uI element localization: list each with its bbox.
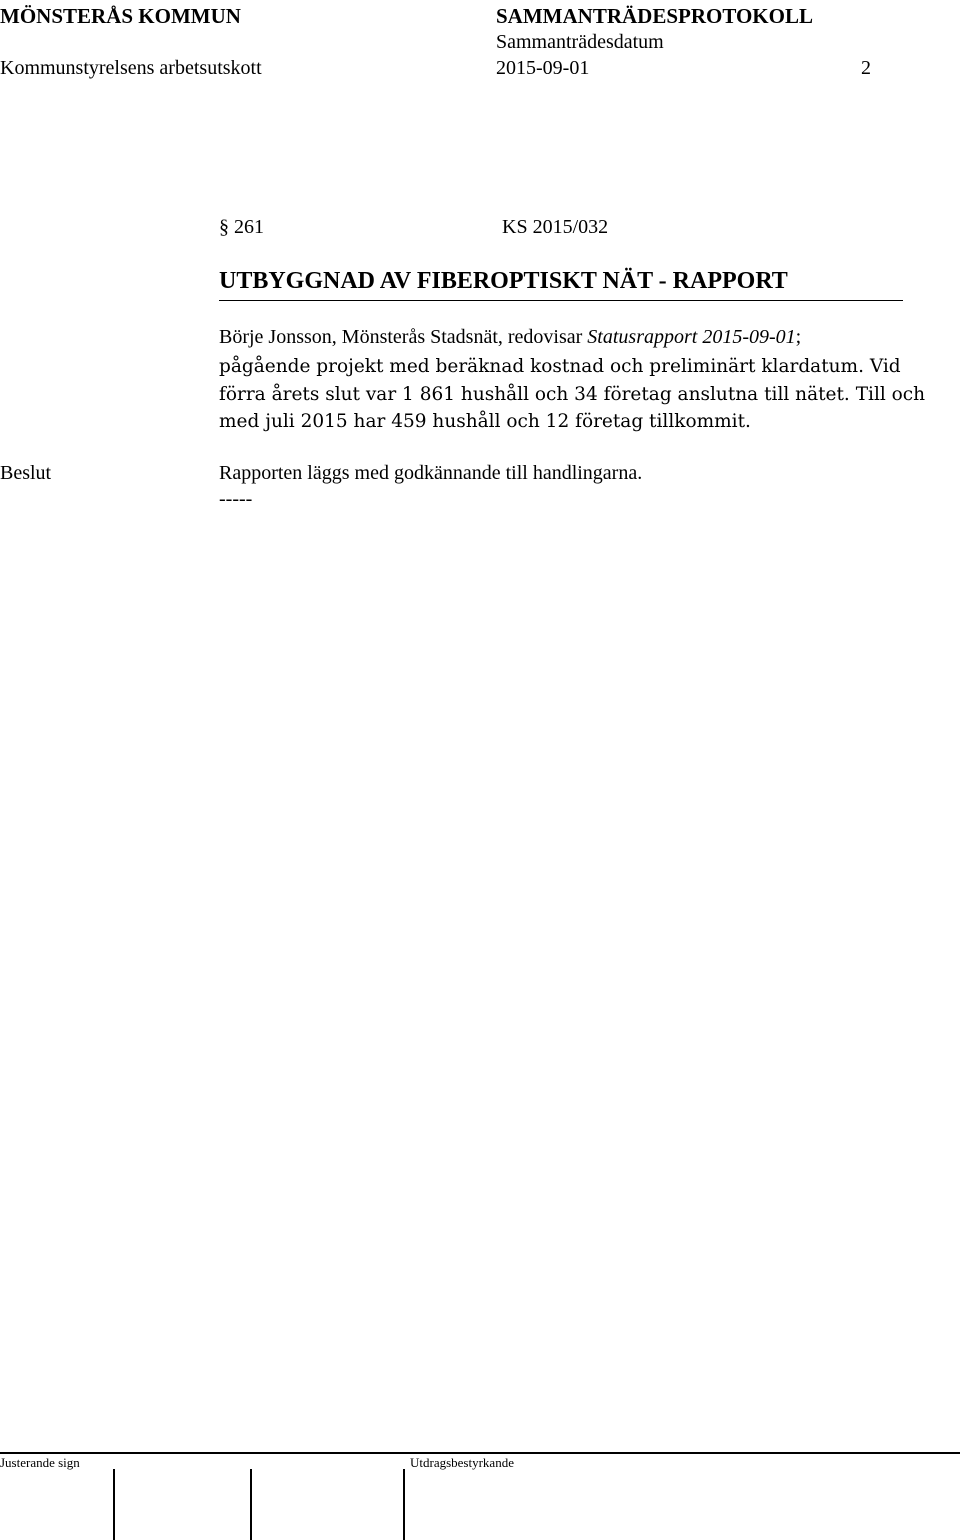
decision-text: Rapporten läggs med godkännande till handlingarna. bbox=[219, 462, 643, 484]
body-line-4: med juli 2015 har 459 hushåll och 12 företag tillkommit. bbox=[219, 411, 751, 432]
protocol-title: SAMMANTRÄDESPROTOKOLL bbox=[496, 4, 813, 28]
decision-label: Beslut bbox=[0, 462, 52, 484]
utdrag-label: Utdragsbestyrkande bbox=[410, 1455, 514, 1470]
date-label: Sammanträdesdatum bbox=[496, 31, 664, 53]
justering-label: Justerande sign bbox=[0, 1455, 80, 1470]
municipality-name: MÖNSTERÅS KOMMUN bbox=[0, 4, 241, 28]
page-number: 2 bbox=[861, 57, 871, 79]
paragraph-symbol: § bbox=[219, 216, 229, 238]
section-title: UTBYGGNAD AV FIBEROPTISKT NÄT - RAPPORT bbox=[219, 268, 788, 294]
section-number: 261 bbox=[234, 216, 264, 238]
footer-rule bbox=[0, 1452, 960, 1454]
committee-name: Kommunstyrelsens arbetsutskott bbox=[0, 57, 262, 79]
decision-separator: ----- bbox=[219, 488, 253, 510]
case-number: KS 2015/032 bbox=[502, 216, 609, 238]
body-line-2: pågående projekt med beräknad kostnad och preliminärt klardatum. Vid bbox=[219, 356, 901, 377]
body-line-1: Börje Jonsson, Mönsterås Stadsnät, redovisar Statusrapport 2015-09-01; bbox=[219, 326, 802, 348]
signature-divider-3 bbox=[403, 1469, 405, 1540]
body-line-3: förra årets slut var 1 861 hushåll och 34 företag anslutna till nätet. Till och bbox=[219, 384, 926, 405]
meeting-date: 2015-09-01 bbox=[496, 57, 590, 79]
signature-divider-1 bbox=[113, 1469, 115, 1540]
title-underline bbox=[219, 300, 903, 301]
signature-divider-2 bbox=[250, 1469, 252, 1540]
